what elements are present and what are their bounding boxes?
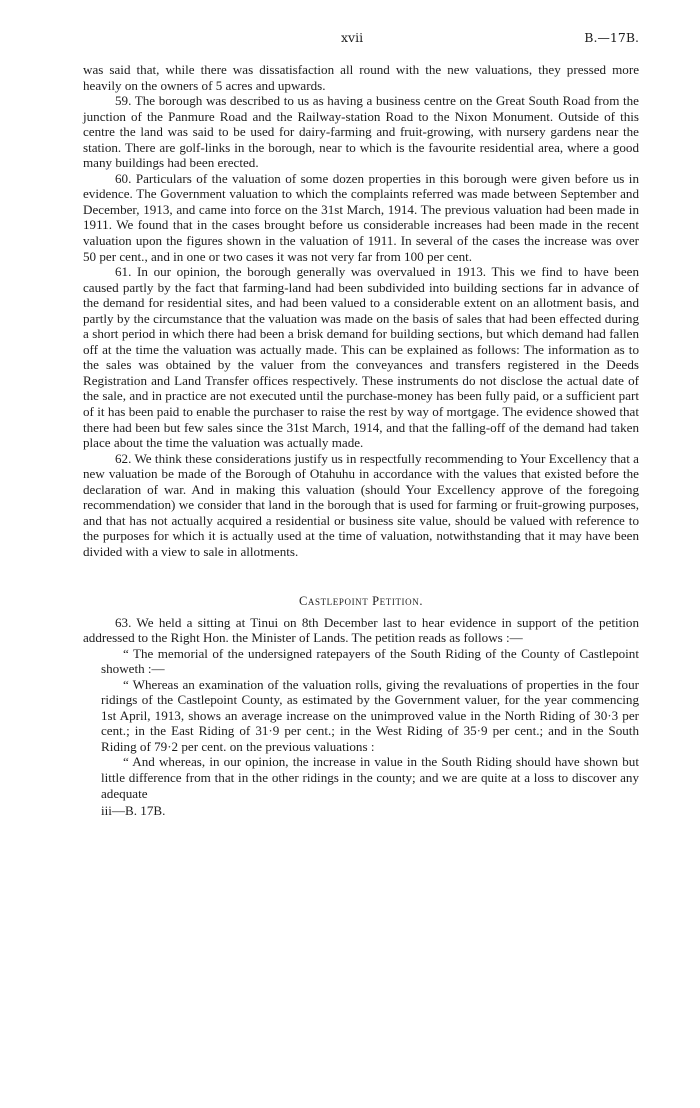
body-text (83, 62, 639, 560)
paragraph-61: 61. In our opinion, the borough generally was overvalued in 1913. This we find to have been caused partly by the fact that farming-land had been subdivided into building sections far in advance of the demand for residential sites, and had been valued to a considerable extent on an allotment basis, and partly by the circumstance that the valuation was made on the basis of sales that had been effected during a short period in which there had been a brisk demand for building sections, but which demand had fallen off at the time the valuation was actually made. This can be explained as follows: The information as to the sales was obtained by the valuer from the conveyances and transfers registered in the Deeds Registration and Land Transfer offices respectively. These instruments do not disclose the actual date of the sale, and in practice are not executed until the purchase-money has been fully paid, or a sufficient part of it has been paid to enable the purchaser to raise the rest by way of mortgage. The evidence showed that there had been but few sales since the 31st March, 1914, and that the falling-off of the demand had taken place about the time the valuation was actually made. (83, 264, 639, 451)
page-header (83, 26, 639, 48)
page-number: xvii (341, 30, 364, 45)
document-page (83, 26, 639, 819)
paragraph-continuation: was said that, while there was dissatisfaction all round with the new valuations, they pressed more heavily on the owners of 5 acres and upwards. (83, 62, 639, 93)
paragraph-60: 60. Particulars of the valuation of some dozen properties in this borough were given before us in evidence. The Government valuation to which the complaints referred was made between September and December, 1913, and came into force on the 31st March, 1914. The previous valuation had been made in 1911. We found that in the cases brought before us considerable increases had been made in the recent valuation upon the figures shown in the valuation of 1911. In several of the cases the increase was over 50 per cent., and in one or two cases it was not very far from 100 per cent. (83, 170, 639, 264)
paragraph-59: 59. The borough was described to us as having a business centre on the Great South Road from the junction of the Panmure Road and the Railway-station Road to the Nixon Monument. Outside of this centre the land was said to be used for dairy-farming and fruit-growing, with nursery gardens near the station. There are golf-links in the borough, near to which is the favourite residential area, where a good many buildings had been erected. (83, 93, 639, 171)
report-reference: B.—17B. (584, 30, 639, 45)
section-heading: Castlepoint Petition. (298, 593, 424, 608)
quote-paragraph: “ And whereas, in our opinion, the increase in value in the South Riding should have shown but little difference from that in the other ridings in the county; and we are quite at a loss to discover any adequate (101, 754, 639, 801)
quote-paragraph: “ The memorial of the undersigned ratepayers of the South Riding of the County of Castlepoint showeth :— (101, 645, 639, 677)
paragraph-62: 62. We think these considerations justify us in respectfully recommending to Your Excellency that a new valuation be made of the Borough of Otahuhu in accordance with the values that existed before the declaration of war. And in making this valuation (should Your Excellency approve of the foregoing recommendation) we consider that land in the borough that is used for farming or fruit-growing purposes, and that has not actually acquired a residential or business site value, should be valued with reference to the purposes for which it is actually used at the time of valuation, notwithstanding that it may have been divided with a view to sale in allotments. (83, 450, 639, 559)
petition-quote (83, 646, 639, 801)
paragraph-63: 63. We held a sitting at Tinui on 8th December last to hear evidence in support of the petition addressed to the Right Hon. the Minister of Lands. The petition reads as follows :— (83, 614, 639, 646)
section-body (83, 615, 639, 802)
quote-paragraph: “ Whereas an examination of the valuation rolls, giving the revaluations of properties in the four ridings of the Castlepoint County, as estimated by the Government valuer, for the year commencing 1st April, 1913, shows an average increase on the unimproved value in the North Riding of 30·3 per cent.; in the East Riding of 31·9 per cent.; in the West Riding of 35·9 per cent.; and in the South Riding of 79·2 per cent. on the previous valuations : (101, 676, 639, 754)
signature-mark: iii—B. 17B. (101, 803, 166, 819)
